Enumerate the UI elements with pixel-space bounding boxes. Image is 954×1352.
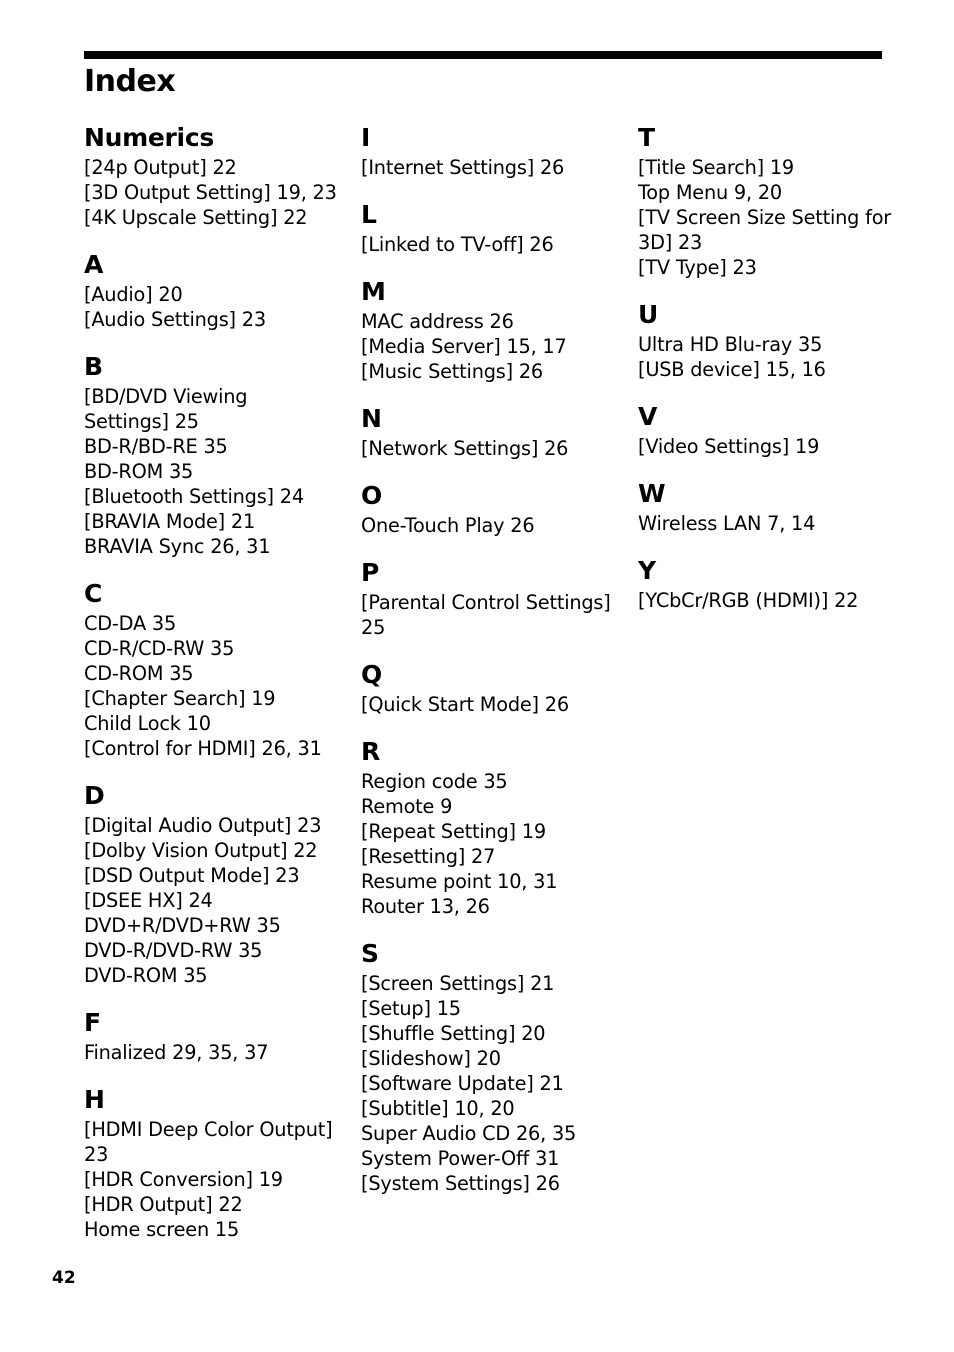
section-heading: M bbox=[361, 277, 386, 306]
index-entry: [YCbCr/RGB (HDMI)] 22 bbox=[638, 589, 859, 612]
index-entry: 25 bbox=[361, 616, 386, 639]
index-entry: [Title Search] 19 bbox=[638, 156, 794, 179]
section-heading: P bbox=[361, 558, 380, 587]
section-heading: N bbox=[361, 404, 382, 433]
index-entry: MAC address 26 bbox=[361, 310, 514, 333]
index-section bbox=[361, 658, 611, 717]
index-entry: [System Settings] 26 bbox=[361, 1172, 560, 1195]
index-section bbox=[361, 198, 611, 257]
index-entry: [HDMI Deep Color Output] bbox=[84, 1118, 333, 1141]
section-heading: V bbox=[638, 402, 658, 431]
section-heading: T bbox=[638, 123, 655, 152]
index-entry: CD-ROM 35 bbox=[84, 662, 194, 685]
index-entry: [Setup] 15 bbox=[361, 997, 461, 1020]
index-entry: System Power-Off 31 bbox=[361, 1147, 560, 1170]
index-section bbox=[361, 735, 611, 919]
index-entry: [Bluetooth Settings] 24 bbox=[84, 485, 304, 508]
index-section bbox=[638, 400, 888, 459]
index-entry: [Audio] 20 bbox=[84, 283, 183, 306]
index-entry: [DSEE HX] 24 bbox=[84, 889, 213, 912]
index-entry: Region code 35 bbox=[361, 770, 508, 793]
index-section bbox=[361, 937, 611, 1196]
index-entry: [Control for HDMI] 26, 31 bbox=[84, 737, 322, 760]
index-section bbox=[361, 556, 611, 640]
section-heading: L bbox=[361, 200, 377, 229]
index-entry: CD-DA 35 bbox=[84, 612, 177, 635]
index-entry: Top Menu 9, 20 bbox=[638, 181, 782, 204]
index-entry: One-Touch Play 26 bbox=[361, 514, 535, 537]
index-entry: [Digital Audio Output] 23 bbox=[84, 814, 322, 837]
index-entry: DVD-ROM 35 bbox=[84, 964, 208, 987]
section-heading: Y bbox=[638, 556, 656, 585]
index-entry: [HDR Output] 22 bbox=[84, 1193, 243, 1216]
index-entry: [Dolby Vision Output] 22 bbox=[84, 839, 318, 862]
section-heading: W bbox=[638, 479, 666, 508]
index-section bbox=[638, 121, 892, 280]
top-rule bbox=[84, 51, 882, 59]
index-entry: [USB device] 15, 16 bbox=[638, 358, 826, 381]
index-section bbox=[84, 1083, 334, 1242]
index-entry: [Media Server] 15, 17 bbox=[361, 335, 567, 358]
index-entry: [Shuffle Setting] 20 bbox=[361, 1022, 546, 1045]
section-heading: U bbox=[638, 300, 659, 329]
index-section bbox=[84, 577, 334, 761]
index-entry: Finalized 29, 35, 37 bbox=[84, 1041, 269, 1064]
section-heading: C bbox=[84, 579, 103, 608]
index-entry: 23 bbox=[84, 1143, 109, 1166]
index-entry: [Audio Settings] 23 bbox=[84, 308, 266, 331]
index-entry: [Subtitle] 10, 20 bbox=[361, 1097, 515, 1120]
index-entry: [3D Output Setting] 19, 23 bbox=[84, 181, 337, 204]
section-heading: Q bbox=[361, 660, 382, 689]
index-entry: [Repeat Setting] 19 bbox=[361, 820, 546, 843]
index-entry: [24p Output] 22 bbox=[84, 156, 237, 179]
section-heading: I bbox=[361, 123, 371, 152]
index-entry: [BD/DVD Viewing bbox=[84, 385, 248, 408]
section-heading: R bbox=[361, 737, 380, 766]
index-section bbox=[84, 779, 334, 988]
page-number: 42 bbox=[52, 1268, 76, 1288]
section-heading: F bbox=[84, 1008, 101, 1037]
index-section bbox=[84, 248, 334, 332]
index-entry: Super Audio CD 26, 35 bbox=[361, 1122, 577, 1145]
index-entry: [Video Settings] 19 bbox=[638, 435, 820, 458]
index-entry: [Slideshow] 20 bbox=[361, 1047, 501, 1070]
index-entry: [BRAVIA Mode] 21 bbox=[84, 510, 256, 533]
index-entry: BRAVIA Sync 26, 31 bbox=[84, 535, 271, 558]
index-entry: [TV Type] 23 bbox=[638, 256, 757, 279]
section-heading: Numerics bbox=[84, 123, 214, 152]
index-column-1 bbox=[84, 121, 337, 1260]
index-section bbox=[84, 1006, 334, 1065]
index-section bbox=[638, 554, 888, 613]
page-title: Index bbox=[84, 64, 176, 99]
index-entry: [Screen Settings] 21 bbox=[361, 972, 555, 995]
index-column-2 bbox=[361, 121, 611, 1214]
index-entry: [4K Upscale Setting] 22 bbox=[84, 206, 308, 229]
index-section bbox=[638, 477, 888, 536]
section-heading: B bbox=[84, 352, 103, 381]
index-section bbox=[638, 298, 888, 382]
index-entry: Ultra HD Blu-ray 35 bbox=[638, 333, 823, 356]
index-entry: 3D] 23 bbox=[638, 231, 703, 254]
section-heading: S bbox=[361, 939, 379, 968]
section-heading: O bbox=[361, 481, 382, 510]
index-entry: DVD+R/DVD+RW 35 bbox=[84, 914, 281, 937]
index-entry: Home screen 15 bbox=[84, 1218, 240, 1241]
index-entry: [Music Settings] 26 bbox=[361, 360, 543, 383]
index-entry: [Quick Start Mode] 26 bbox=[361, 693, 569, 716]
index-entry: Router 13, 26 bbox=[361, 895, 490, 918]
index-entry: [Chapter Search] 19 bbox=[84, 687, 276, 710]
index-entry: Child Lock 10 bbox=[84, 712, 211, 735]
index-entry: [Internet Settings] 26 bbox=[361, 156, 565, 179]
index-entry: [Software Update] 21 bbox=[361, 1072, 564, 1095]
index-entry: [DSD Output Mode] 23 bbox=[84, 864, 300, 887]
index-section bbox=[361, 121, 611, 180]
index-entry: BD-ROM 35 bbox=[84, 460, 194, 483]
index-entry: [HDR Conversion] 19 bbox=[84, 1168, 283, 1191]
index-entry: Resume point 10, 31 bbox=[361, 870, 558, 893]
index-entry: Settings] 25 bbox=[84, 410, 199, 433]
section-heading: A bbox=[84, 250, 104, 279]
index-entry: Remote 9 bbox=[361, 795, 453, 818]
index-entry: [Resetting] 27 bbox=[361, 845, 496, 868]
section-heading: H bbox=[84, 1085, 105, 1114]
index-entry: BD-R/BD-RE 35 bbox=[84, 435, 228, 458]
index-entry: [Linked to TV-off] 26 bbox=[361, 233, 554, 256]
index-entry: Wireless LAN 7, 14 bbox=[638, 512, 816, 535]
index-entry: CD-R/CD-RW 35 bbox=[84, 637, 235, 660]
index-entry: [Network Settings] 26 bbox=[361, 437, 569, 460]
section-heading: D bbox=[84, 781, 105, 810]
index-section bbox=[361, 402, 611, 461]
index-section bbox=[84, 121, 337, 230]
index-section bbox=[361, 275, 611, 384]
index-entry: [Parental Control Settings] bbox=[361, 591, 611, 614]
index-column-3 bbox=[638, 121, 892, 631]
index-entry: [TV Screen Size Setting for bbox=[638, 206, 892, 229]
index-section bbox=[361, 479, 611, 538]
index-entry: DVD-R/DVD-RW 35 bbox=[84, 939, 263, 962]
index-section bbox=[84, 350, 334, 559]
